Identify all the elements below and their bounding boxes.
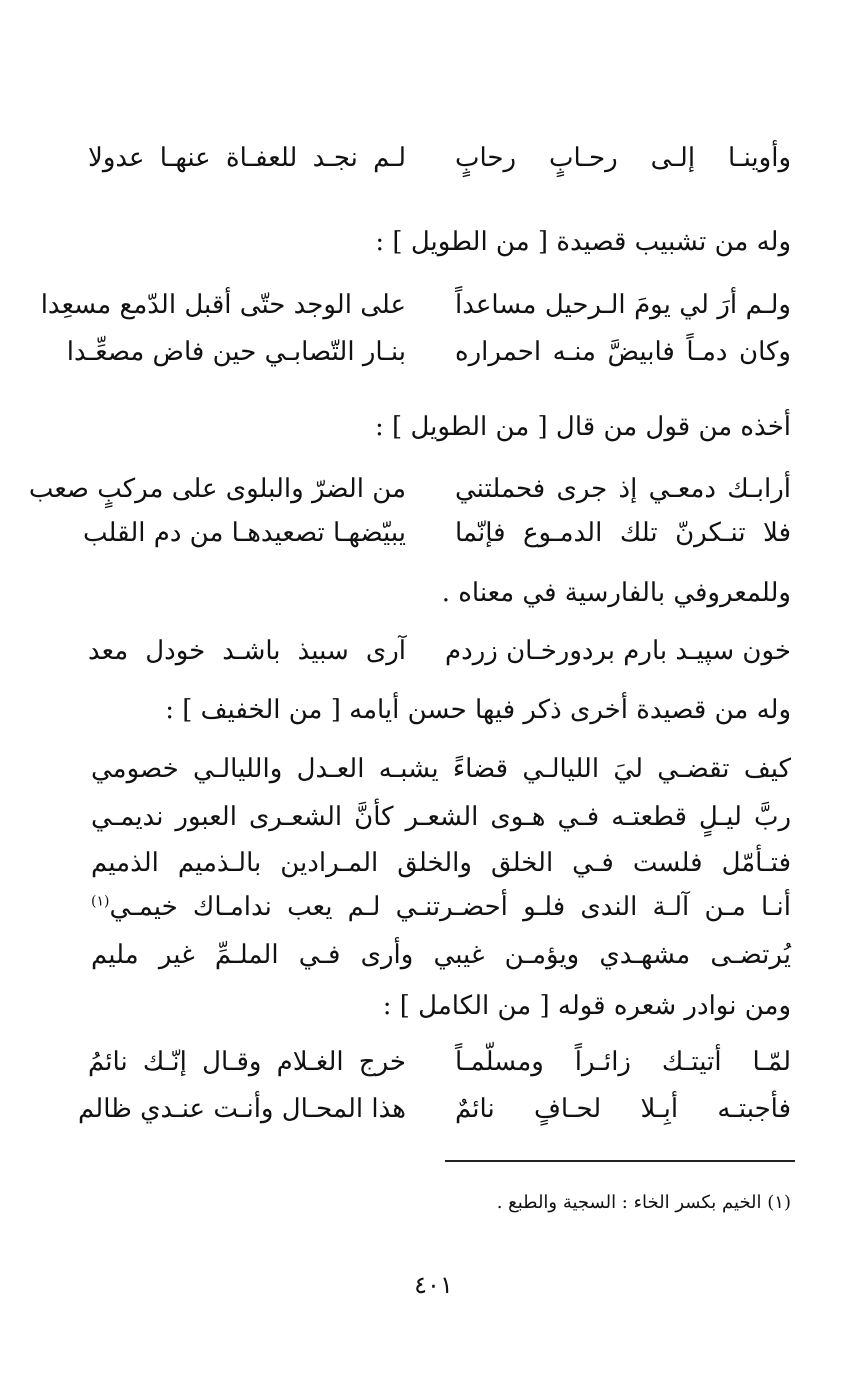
verse-line <box>91 797 791 837</box>
page-number: ٤٠١ <box>414 1271 453 1299</box>
poem-introduction: وللمعروفي بالفارسية في معناه . <box>441 578 791 608</box>
verse-second-hemistich: بنـار التّصابـي حين فاض مصعِّـدا <box>66 337 406 367</box>
verse-text: أنـا مـن آلـة الندى فلـو أحضـرتنـي لـم يعب ندامـاك خيمـي <box>109 892 791 922</box>
footnote-marker: (١) <box>91 893 110 910</box>
verse-second-hemistich: على الوجد حتّى أقبل الدّمع مسعِدا <box>40 290 406 320</box>
footnote-divider <box>445 1160 795 1162</box>
verse-second-hemistich: يبيّضهـا تصعيدهـا من دم القلب <box>83 518 406 548</box>
verse-line <box>91 935 791 975</box>
verse-second-hemistich: آرى سبيذ باشـد خودل معد <box>88 636 406 666</box>
verse-second-hemistich: لـم نجـد للعفـاة عنهـا عدولا <box>88 143 406 173</box>
verse-line <box>91 749 791 789</box>
verse-second-hemistich: من الضرّ والبلوى على مركبٍ صعب <box>28 474 406 504</box>
poem-introduction: أخذه من قول من قال [ من الطويل ] : <box>375 412 791 442</box>
verse-line <box>91 887 791 927</box>
verse-first-hemistich: وكان دمـاً فابيضَّ منـه احمراره <box>455 337 791 367</box>
poem-introduction: ومن نوادر شعره قوله [ من الكامل ] : <box>382 991 791 1021</box>
verse-first-hemistich: فأجبتـه أبِـلا لحـافٍ نائمٌ <box>455 1094 791 1124</box>
verse-first-hemistich: خون سپيـد بارم بردورخـان زردم <box>445 636 791 666</box>
poem-introduction: وله من تشبيب قصيدة [ من الطويل ] : <box>375 227 791 257</box>
verse-first-hemistich: أرابـك دمعـي إذ جرى فحملتني <box>455 474 791 504</box>
verse-second-hemistich: خرج الغـلام وقـال إنّـك نائمُ <box>88 1047 406 1077</box>
verse-first-hemistich: لمّـا أتيتـك زائـراً ومسلّمـاً <box>455 1047 791 1077</box>
verse-line <box>91 843 791 883</box>
poem-introduction: وله من قصيدة أخرى ذكر فيها حسن أيامه [ من الخفيف ] : <box>165 695 791 725</box>
footnote: (١) الخيم بكسر الخاء : السجية والطبع . <box>496 1192 791 1213</box>
verse-text: فتـأمّل فلست فـي الخلق والخلق المـرادين بالـذميم الذميم <box>91 848 791 878</box>
verse-text: كيف تقضـي ليَ الليالـي قضاءً يشبـه العـدل والليالـي خصومي <box>91 754 791 784</box>
verse-first-hemistich: ولـم أرَ لي يومَ الـرحيل مساعداً <box>455 290 791 320</box>
verse-text: ربَّ ليـلٍ قطعتـه فـي هـوى الشعـر كأنَّ الشعـرى العبور نديمـي <box>91 802 791 832</box>
verse-text: يُرتضـى مشهـدي ويؤمـن غيبي وأرى فـي الملـمِّ غير مليم <box>91 940 791 970</box>
verse-first-hemistich: فلا تنـكرنّ تلك الدمـوع فإنّما <box>455 518 791 548</box>
verse-second-hemistich: هذا المحـال وأنـت عنـدي ظالم <box>77 1094 406 1124</box>
verse-first-hemistich: وأوينـا إلـى رحـابٍ رحابٍ <box>455 143 791 173</box>
